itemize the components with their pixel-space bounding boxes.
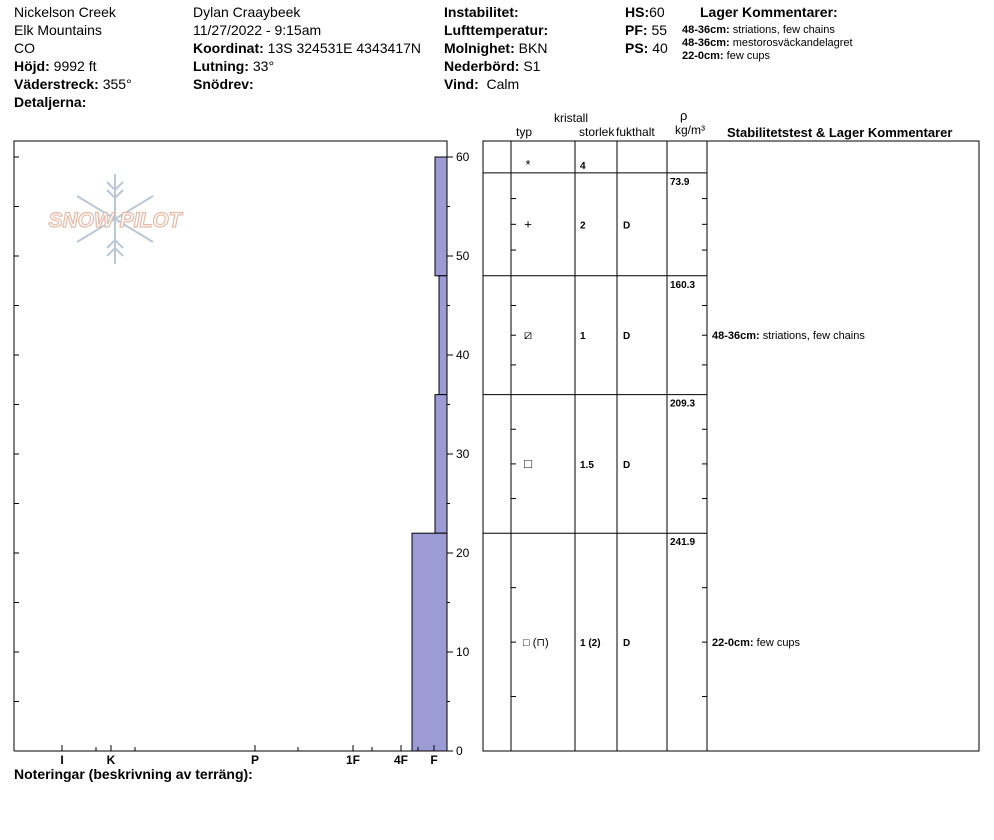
moisture-value: D (623, 331, 631, 343)
wind-label: Vind: (444, 76, 479, 92)
observer: Dylan Craaybeek (193, 4, 301, 20)
layer-comment-text: mestorosväckandelagret (732, 37, 853, 49)
density-value: 241.9 (670, 537, 696, 549)
mountain-range: Elk Mountains (14, 22, 102, 38)
instability-label: Instabilitet: (444, 4, 519, 20)
y-tick-label: 40 (456, 348, 470, 362)
x-tick-label: K (106, 753, 116, 767)
grain-size: 1 (2) (580, 638, 601, 650)
sky-label: Molnighet: (444, 40, 515, 56)
moisture-value: D (623, 220, 631, 232)
size-header: storlek (579, 125, 615, 139)
grain-type-symbol: + (524, 216, 532, 232)
layer-comment-range: 48-36cm: (682, 37, 730, 49)
moisture-header: fukthalt (616, 125, 655, 139)
layer-comment-range: 48-36cm: (682, 24, 730, 36)
y-tick-label: 20 (456, 546, 470, 560)
ps-label: PS: (625, 40, 649, 56)
y-tick-label: 30 (456, 447, 470, 461)
crystal-header: kristall (554, 111, 589, 125)
layer-table (483, 141, 979, 751)
density-value: 160.3 (670, 279, 696, 291)
grain-type-symbol: ⧄ (523, 327, 533, 343)
slope-label: Lutning: (193, 58, 249, 74)
snowpilot-logo (49, 174, 184, 264)
aspect-value: 355° (102, 76, 132, 92)
stability-header: Stabilitetstest & Lager Kommentarer (727, 125, 953, 140)
grain-type-symbol: * (525, 156, 531, 172)
aspect-label: Väderstreck: (14, 76, 99, 92)
slope-value: 33° (252, 58, 275, 74)
hardness-bar (412, 533, 447, 751)
layer-comment-text: striations, few chains (732, 24, 835, 36)
datetime: 11/27/2022 - 9:15am (193, 22, 322, 38)
stability-comment (712, 637, 801, 649)
moisture-value: D (623, 459, 631, 471)
y-tick-label: 0 (456, 744, 463, 758)
hardness-bar (435, 395, 447, 534)
precip-label: Nederbörd: (444, 58, 520, 74)
hardness-bar (435, 157, 447, 276)
coord-value: 13S 324531E 4343417N (267, 40, 422, 56)
density-value: 73.9 (670, 176, 690, 188)
density-rho-header: ρ (680, 108, 688, 123)
grain-size: 1.5 (580, 459, 594, 471)
grain-size: 4 (580, 160, 586, 172)
state: CO (14, 40, 35, 56)
table-frame (483, 141, 979, 751)
grain-size: 2 (580, 220, 586, 232)
hs-label: HS: (625, 4, 650, 20)
details-label: Detaljerna: (14, 94, 87, 110)
density-unit-header: kg/m³ (675, 123, 705, 137)
layer-comments-title: Lager Kommentarer: (700, 4, 838, 20)
location: Nickelson Creek (14, 4, 116, 20)
layer-comment-text: few cups (726, 50, 771, 62)
moisture-value: D (623, 638, 631, 650)
ps-value: 40 (652, 40, 668, 56)
comment-range: 48-36cm: (712, 330, 763, 343)
coord-label: Koordinat: (193, 40, 264, 56)
comment-text: striations, few chains (762, 330, 865, 343)
density-value: 209.3 (670, 398, 696, 410)
y-tick-label: 50 (456, 249, 470, 263)
x-tick-label: P (250, 753, 260, 767)
comment-range: 22-0cm: (712, 637, 757, 650)
elevation-value: 9992 ft (53, 58, 97, 74)
grain-type-symbol: □ (⊓) (523, 637, 549, 650)
x-tick-label: F (430, 753, 438, 767)
wind-value: Calm (486, 76, 520, 92)
pf-value: 55 (651, 22, 668, 38)
y-tick-label: 60 (456, 150, 470, 164)
notes-label: Noteringar (beskrivning av terräng): (14, 766, 253, 782)
drift-label: Snödrev: (193, 76, 254, 92)
grain-type-symbol: □ (524, 455, 532, 471)
elevation-label: Höjd: (14, 58, 50, 74)
precip-value: S1 (523, 58, 541, 74)
hardness-bar (439, 276, 447, 395)
y-tick-label: 10 (456, 645, 470, 659)
plot-frame (14, 141, 447, 751)
layer-comment-range: 22-0cm: (682, 50, 724, 62)
sky-value: BKN (518, 40, 548, 56)
comment-text: few cups (756, 637, 801, 650)
pf-label: PF: (625, 22, 648, 38)
hs-value: 60 (649, 4, 665, 20)
grain-size: 1 (580, 331, 586, 343)
type-header: typ (516, 125, 533, 139)
hardness-plot (14, 141, 470, 767)
airtemp-label: Lufttemperatur: (444, 22, 549, 38)
stability-comment (712, 330, 865, 342)
logo-text: SNOW PILOT (48, 209, 182, 232)
x-tick-label: I (60, 753, 64, 767)
x-tick-label: 1F (345, 753, 361, 767)
x-tick-label: 4F (393, 753, 409, 767)
